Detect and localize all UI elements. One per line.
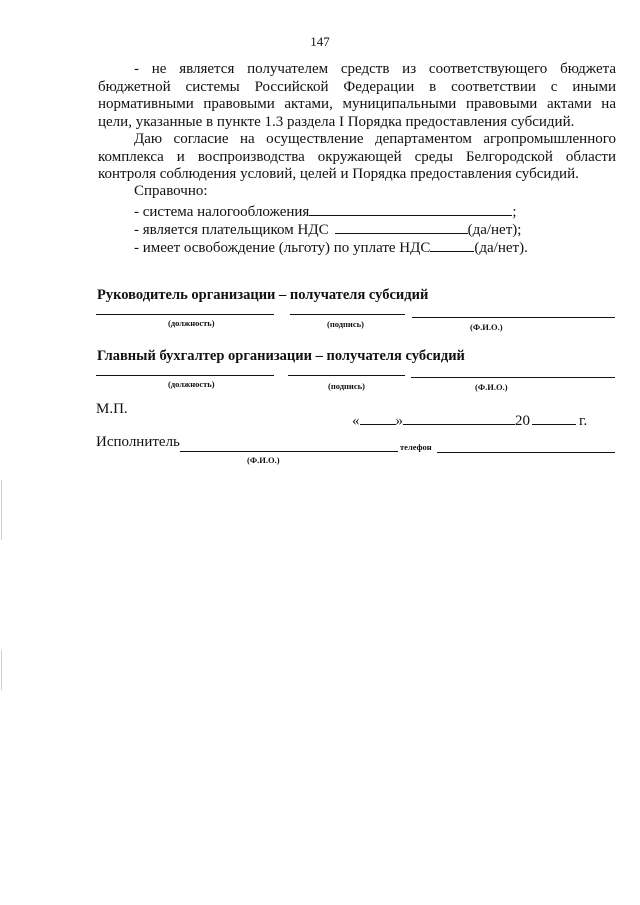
date-quote-close: » [395, 413, 403, 429]
paragraph-consent-text: Даю согласие на осуществление департаментом агропромышленного комплекса и воспроизводства окружающей среды Белгородской области контроля соблюдения условий, целей и Порядка предоставления субсидий. [98, 131, 616, 182]
executor-label: Исполнитель [96, 434, 180, 450]
date-month-field[interactable] [403, 410, 515, 425]
date-quote-open: « [352, 413, 360, 429]
stamp-mark: М.П. [96, 401, 128, 417]
vat-exempt-field[interactable] [430, 237, 474, 252]
head-name-caption: (Ф.И.О.) [470, 322, 503, 332]
date-year-suffix: г. [579, 413, 588, 429]
page-number: 147 [310, 34, 330, 49]
accountant-signature-caption: (подпись) [328, 381, 365, 391]
head-signature-caption: (подпись) [327, 319, 364, 329]
head-block-title: Руководитель организации – получателя субсидий [97, 287, 429, 303]
tax-system-line [134, 201, 517, 221]
executor-phone-line[interactable] [437, 452, 615, 453]
head-name-line[interactable] [412, 317, 615, 318]
accountant-name-caption: (Ф.И.О.) [475, 382, 508, 392]
date-day-field[interactable] [360, 410, 396, 425]
vat-exempt-end: (да/нет). [474, 240, 528, 256]
tax-system-field[interactable] [309, 201, 512, 216]
date-year-prefix: 20 [515, 413, 530, 429]
accountant-name-line[interactable] [411, 377, 615, 378]
scan-edge-mark [1, 480, 2, 540]
date-year-field[interactable] [532, 410, 576, 425]
vat-exempt-line [134, 237, 528, 257]
reference-title: Справочно: [134, 183, 208, 199]
vat-payer-label: - является плательщиком НДС [134, 222, 329, 238]
vat-payer-end: (да/нет); [467, 222, 522, 238]
paragraph-not-recipient-text: - не является получателем средств из соответствующего бюджета бюджетной системы Российской Федерации в соответствии с иными нормативными правовыми актами, муниципальными правовыми актами на цели, указанные в пункте 1.3 раздела I Порядка предоставления субсидий. [98, 61, 616, 130]
accountant-position-line[interactable] [96, 375, 274, 376]
tax-system-end: ; [512, 204, 517, 220]
paragraph-consent [98, 131, 616, 184]
head-position-line[interactable] [96, 314, 274, 315]
executor-name-caption: (Ф.И.О.) [247, 455, 280, 465]
executor-name-line[interactable] [180, 451, 398, 452]
scan-edge-mark [1, 650, 2, 690]
head-position-caption: (должность) [168, 318, 215, 328]
accountant-signature-line[interactable] [288, 375, 405, 376]
executor-phone-label: телефон [400, 442, 432, 452]
head-signature-line[interactable] [290, 314, 405, 315]
vat-payer-line [134, 219, 521, 239]
tax-system-label: - система налогообложения [134, 204, 310, 220]
vat-payer-field[interactable] [335, 219, 468, 234]
date-line [352, 410, 587, 430]
accountant-position-caption: (должность) [168, 379, 215, 389]
accountant-block-title: Главный бухгалтер организации – получателя субсидий [97, 348, 465, 364]
vat-exempt-label: - имеет освобождение (льготу) по уплате НДС [134, 240, 431, 256]
paragraph-not-recipient [98, 61, 616, 131]
